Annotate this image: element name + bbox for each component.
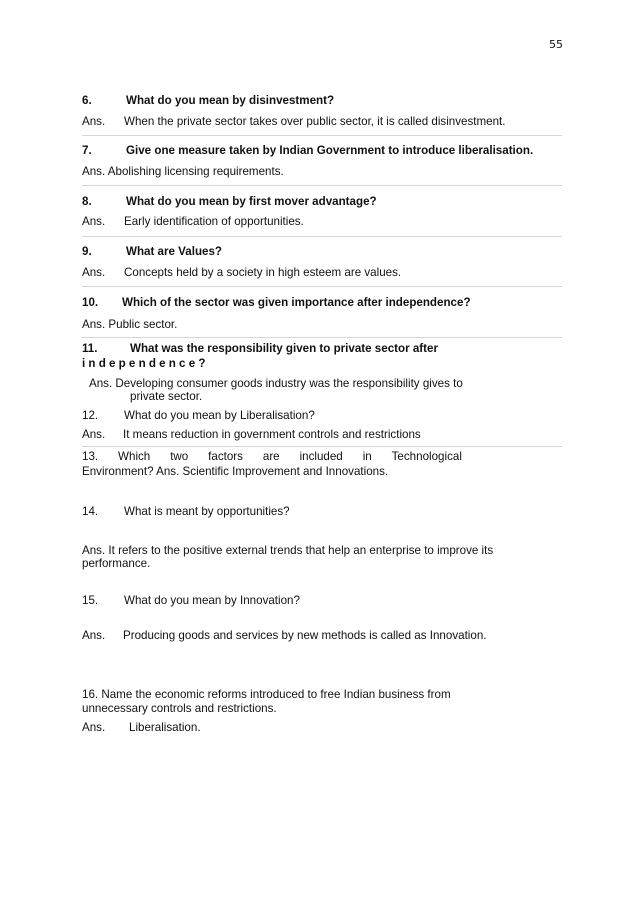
q15-question: What do you mean by Innovation? bbox=[124, 594, 300, 607]
q16-question-line1: 16. Name the economic reforms introduced to free Indian business from bbox=[82, 688, 451, 701]
q14-question: What is meant by opportunities? bbox=[124, 505, 290, 518]
divider bbox=[82, 337, 562, 338]
q9-question: What are Values? bbox=[126, 245, 223, 258]
q16-question-line2: unnecessary controls and restrictions. bbox=[82, 702, 277, 715]
q9-answer: Concepts held by a society in high esteem are values. bbox=[124, 266, 402, 279]
q9-number: 9. bbox=[82, 245, 92, 258]
q13-line2: Environment? Ans. Scientific Improvement and Innovations. bbox=[82, 465, 389, 478]
q10-answer: Ans. Public sector. bbox=[82, 318, 178, 331]
q13-word: are bbox=[262, 450, 280, 463]
q13-word: included bbox=[299, 450, 343, 463]
q15-answer: Producing goods and services by new methods is called as Innovation. bbox=[123, 629, 487, 642]
q13-word: Which bbox=[118, 450, 151, 463]
q13-line1 bbox=[82, 450, 462, 463]
page-number: 55 bbox=[549, 38, 563, 51]
q11-question-line1: What was the responsibility given to private sector after bbox=[130, 342, 438, 355]
q6-question: What do you mean by disinvestment? bbox=[126, 94, 335, 107]
q7-answer: Ans. Abolishing licensing requirements. bbox=[82, 165, 284, 178]
q11-answer-line1: Ans. Developing consumer goods industry was the responsibility gives to bbox=[89, 377, 463, 390]
q12-question: What do you mean by Liberalisation? bbox=[124, 409, 315, 422]
divider bbox=[82, 185, 562, 186]
q13-word: two bbox=[170, 450, 189, 463]
q14-answer-line1: Ans. It refers to the positive external trends that help an enterprise to improve its bbox=[82, 544, 494, 557]
q12-number: 12. bbox=[82, 409, 99, 422]
divider bbox=[82, 135, 562, 136]
q8-number: 8. bbox=[82, 195, 92, 208]
q13-word: Technological bbox=[391, 450, 462, 463]
q16-ans-label: Ans. bbox=[82, 721, 106, 734]
q10-number: 10. bbox=[82, 296, 99, 309]
divider bbox=[82, 446, 562, 447]
q11-question-line2: independence? bbox=[82, 357, 209, 370]
q13-word: factors bbox=[208, 450, 243, 463]
q14-answer-line2: performance. bbox=[82, 557, 151, 570]
q11-number: 11. bbox=[82, 342, 98, 355]
q12-answer: It means reduction in government controls and restrictions bbox=[123, 428, 421, 441]
q13-word: in bbox=[362, 450, 372, 463]
divider bbox=[82, 286, 562, 287]
q10-question: Which of the sector was given importance after independence? bbox=[122, 296, 471, 309]
q15-number: 15. bbox=[82, 594, 99, 607]
q13-word: 13. bbox=[82, 450, 99, 463]
q8-ans-label: Ans. bbox=[82, 215, 106, 228]
q7-number: 7. bbox=[82, 144, 92, 157]
q6-number: 6. bbox=[82, 94, 92, 107]
q6-ans-label: Ans. bbox=[82, 115, 106, 128]
q9-ans-label: Ans. bbox=[82, 266, 106, 279]
q8-answer: Early identification of opportunities. bbox=[124, 215, 304, 228]
q7-question: Give one measure taken by Indian Government to introduce liberalisation. bbox=[126, 144, 534, 157]
q16-answer: Liberalisation. bbox=[129, 721, 201, 734]
q6-answer: When the private sector takes over public sector, it is called disinvestment. bbox=[124, 115, 506, 128]
q14-number: 14. bbox=[82, 505, 99, 518]
divider bbox=[82, 236, 562, 237]
q15-ans-label: Ans. bbox=[82, 629, 106, 642]
q8-question: What do you mean by first mover advantage? bbox=[126, 195, 377, 208]
q11-answer-line2: private sector. bbox=[130, 390, 203, 403]
q12-ans-label: Ans. bbox=[82, 428, 106, 441]
